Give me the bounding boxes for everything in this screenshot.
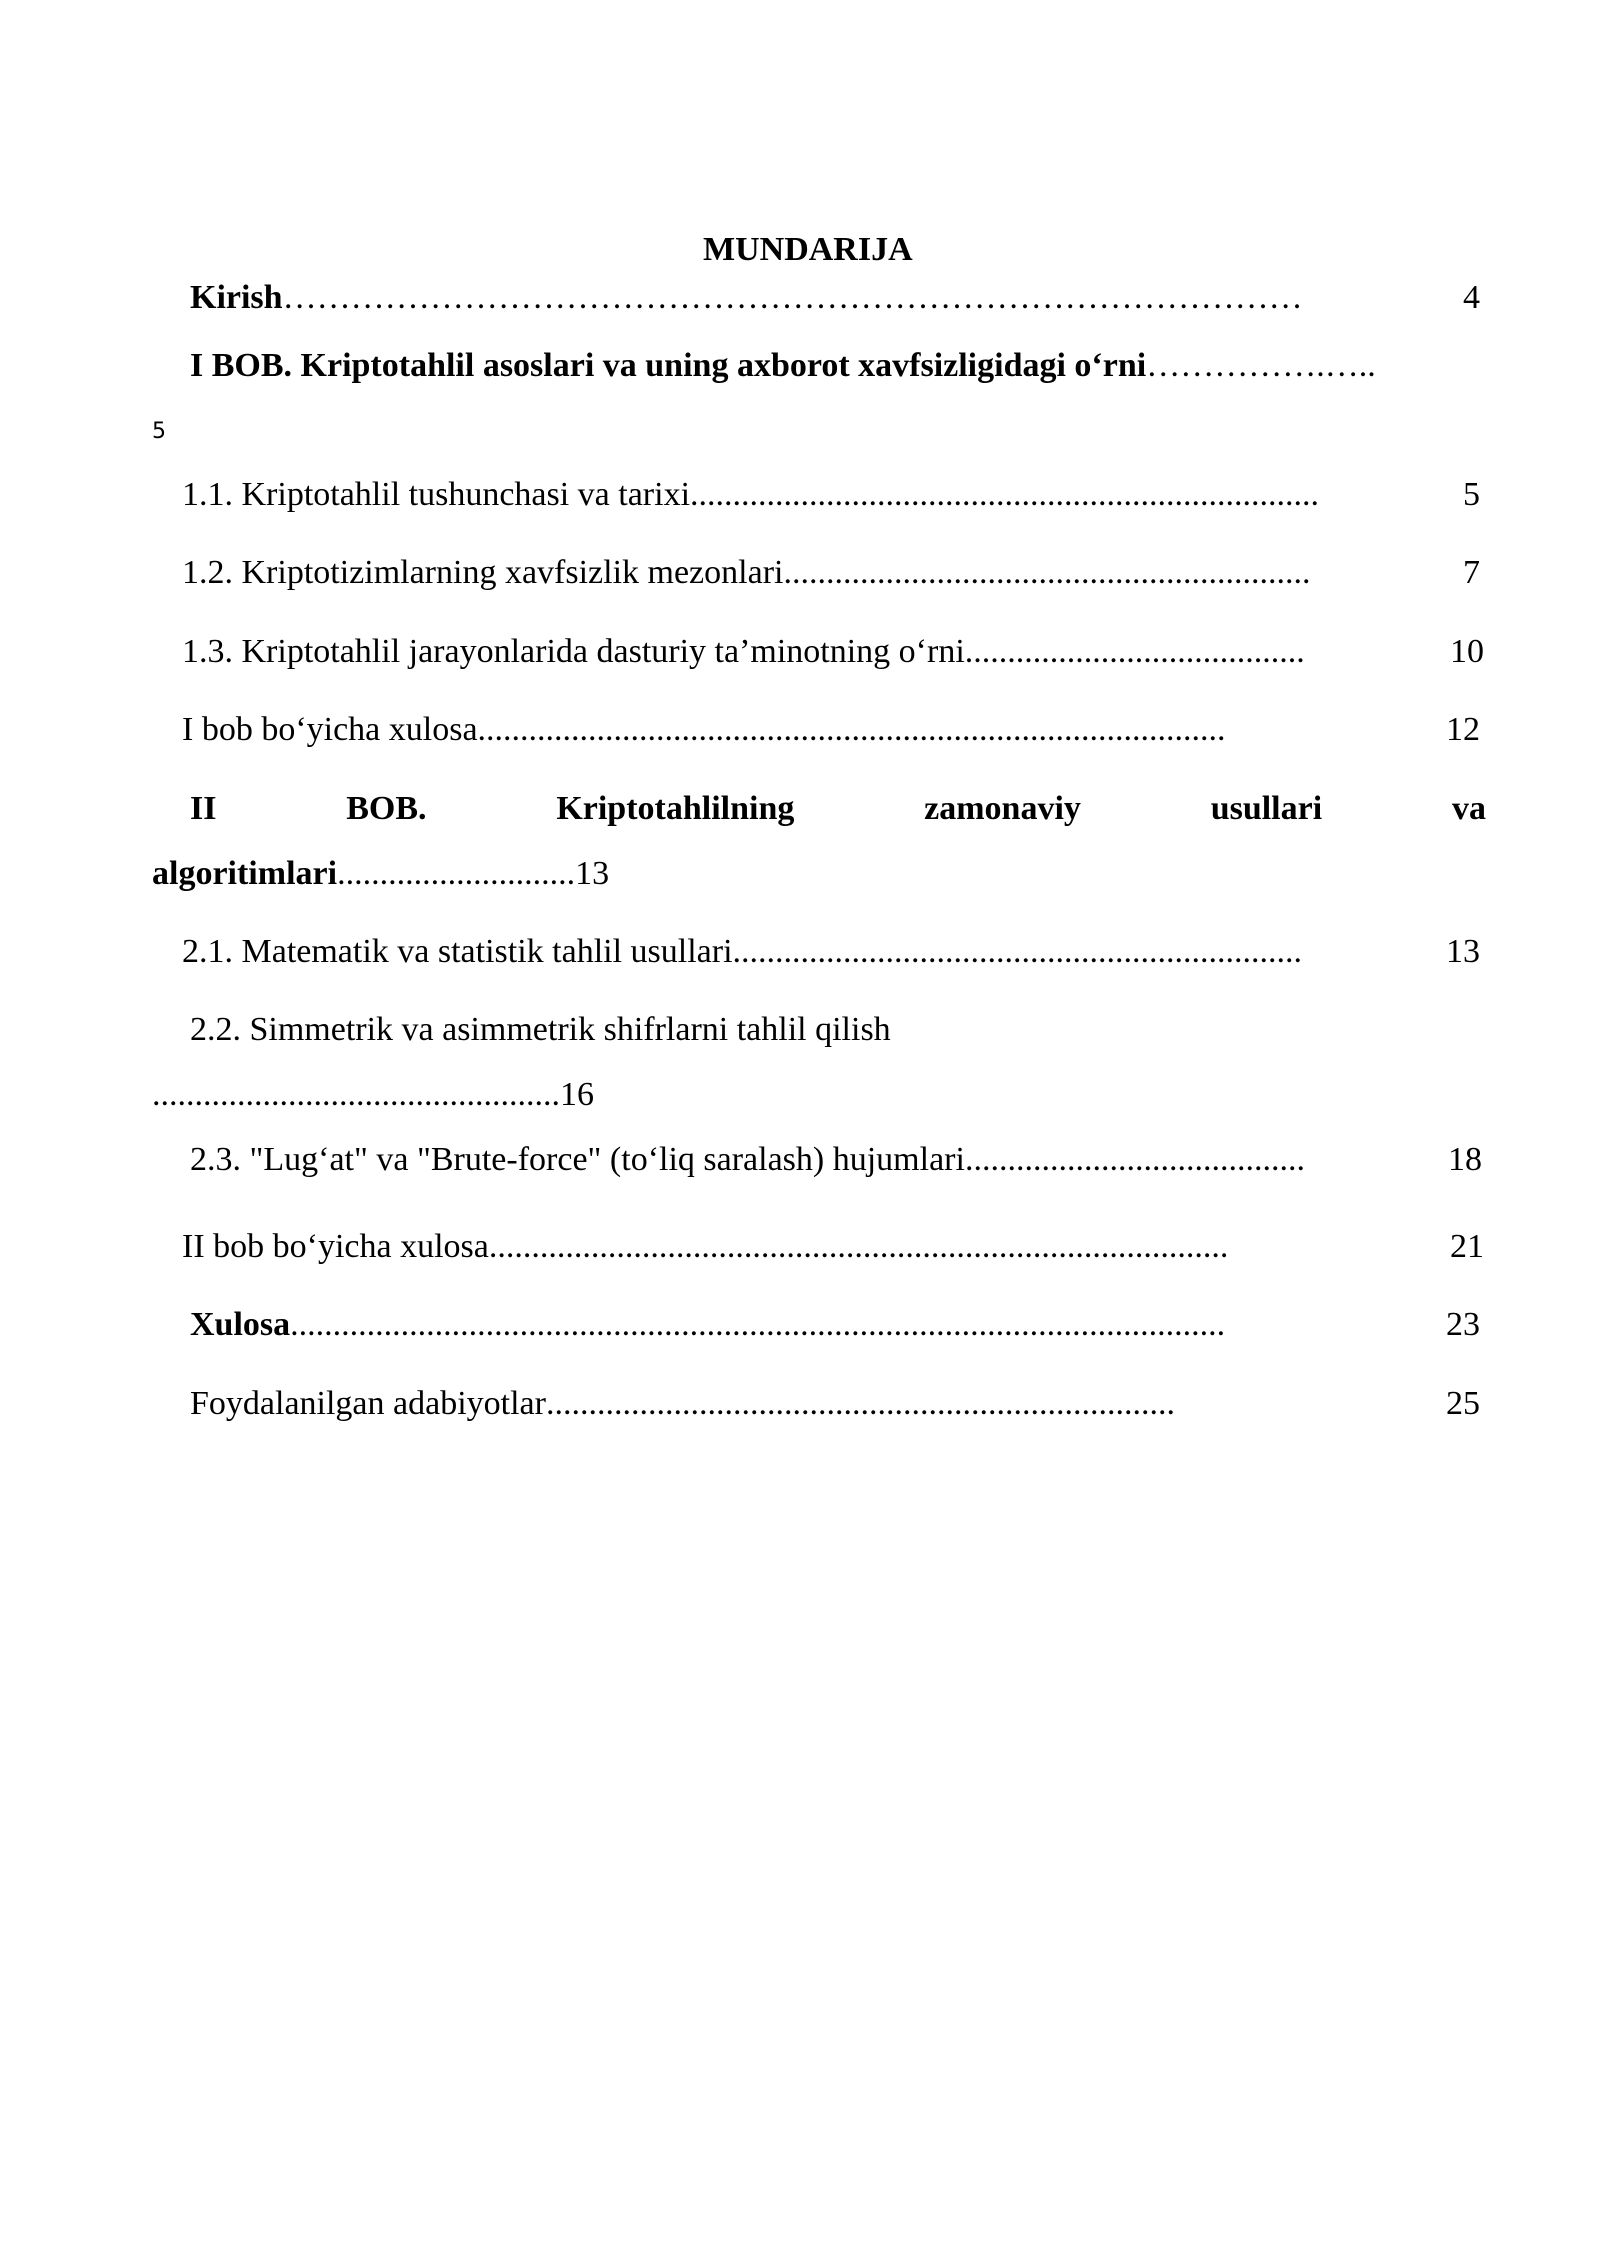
toc-page: 13	[1446, 933, 1480, 970]
toc-entry-xulosa-2[interactable]	[182, 1227, 1484, 1267]
toc-word: va	[1451, 790, 1486, 827]
toc-label: II bob bo‘yicha xulosa	[182, 1228, 489, 1265]
toc-entry-2-2-line2[interactable]	[152, 1075, 594, 1115]
toc-label: 2.1. Matematik va statistik tahlil usullari	[182, 933, 733, 970]
toc-page: 13	[575, 855, 610, 892]
toc-entry-2-1[interactable]	[182, 932, 1480, 972]
toc-word: Kriptotahlilning	[556, 790, 795, 827]
toc-label: Kirish	[190, 279, 283, 316]
toc-leader: …………….…..	[1146, 347, 1376, 384]
toc-label: 1.1. Kriptotahlil tushunchasi va tarixi	[182, 476, 691, 513]
toc-leader: ................................................	[152, 1076, 560, 1113]
toc-entry-kirish[interactable]	[190, 278, 1480, 318]
toc-word: usullari	[1210, 790, 1323, 827]
toc-leader: ........................................	[964, 1141, 1305, 1178]
toc-entry-2-3[interactable]	[190, 1140, 1482, 1180]
toc-page: 10	[1450, 633, 1484, 670]
toc-entry-1-1[interactable]	[182, 475, 1480, 515]
toc-label: I bob bo‘yicha xulosa	[182, 711, 478, 748]
toc-page: 16	[560, 1076, 594, 1113]
toc-leader: ............................	[337, 855, 576, 892]
toc-leader: ........................................	[964, 633, 1305, 670]
toc-leader: ………………………………………………………………………………	[282, 279, 1303, 316]
toc-label: algoritimlari	[152, 855, 338, 892]
toc-page: 23	[1446, 1306, 1480, 1343]
toc-label: 1.3. Kriptotahlil jarayonlarida dasturiy ta’minotning o‘rni	[182, 633, 965, 670]
toc-leader: ........................................................................................	[477, 711, 1226, 748]
toc-page: 5	[1463, 476, 1480, 513]
toc-word: BOB.	[346, 790, 427, 827]
toc-entry-2-2-label[interactable]: 2.2. Simmetrik va asimmetrik shifrlarni tahlil qilish	[190, 1011, 891, 1048]
toc-leader: ...................................................................	[732, 933, 1303, 970]
toc-entry-xulosa-1[interactable]	[182, 710, 1480, 750]
toc-word: II	[190, 790, 217, 827]
toc-leader: ..............................................................	[783, 554, 1311, 591]
toc-word: zamonaviy	[924, 790, 1081, 827]
toc-leader: ..........................................................................	[690, 476, 1320, 513]
toc-page: 18	[1448, 1141, 1482, 1178]
toc-entry-bob1[interactable]	[190, 346, 1376, 386]
toc-entry-bob2-line2[interactable]	[152, 854, 609, 894]
toc-leader: ..........................................................................	[545, 1385, 1175, 1422]
toc-page: 21	[1450, 1228, 1484, 1265]
toc-page: 7	[1463, 554, 1480, 591]
toc-entry-bob2-line1[interactable]	[190, 789, 1486, 829]
toc-page: 25	[1446, 1385, 1480, 1422]
toc-leader: ..............................................................................................................	[290, 1306, 1226, 1343]
toc-label: Foydalanilgan adabiyotlar	[190, 1385, 546, 1422]
toc-entry-1-3[interactable]	[182, 632, 1484, 672]
toc-page: 4	[1463, 279, 1480, 316]
toc-label: 1.2. Kriptotizimlarning xavfsizlik mezonlari	[182, 554, 784, 591]
toc-label: 2.3. "Lug‘at" va "Brute-force" (to‘liq saralash) hujumlari	[190, 1141, 965, 1178]
toc-entry-xulosa[interactable]	[190, 1305, 1480, 1345]
toc-label: I BOB. Kriptotahlil asoslari va uning axborot xavfsizligidagi o‘rni	[190, 347, 1147, 384]
page-title: MUNDARIJA	[703, 231, 913, 268]
toc-leader: .......................................................................................	[488, 1228, 1229, 1265]
toc-page: 5	[152, 419, 166, 444]
toc-label: Xulosa	[190, 1306, 291, 1343]
toc-page: 12	[1446, 711, 1480, 748]
toc-entry-1-2[interactable]	[182, 553, 1480, 593]
toc-entry-adabiyotlar[interactable]	[190, 1384, 1480, 1424]
